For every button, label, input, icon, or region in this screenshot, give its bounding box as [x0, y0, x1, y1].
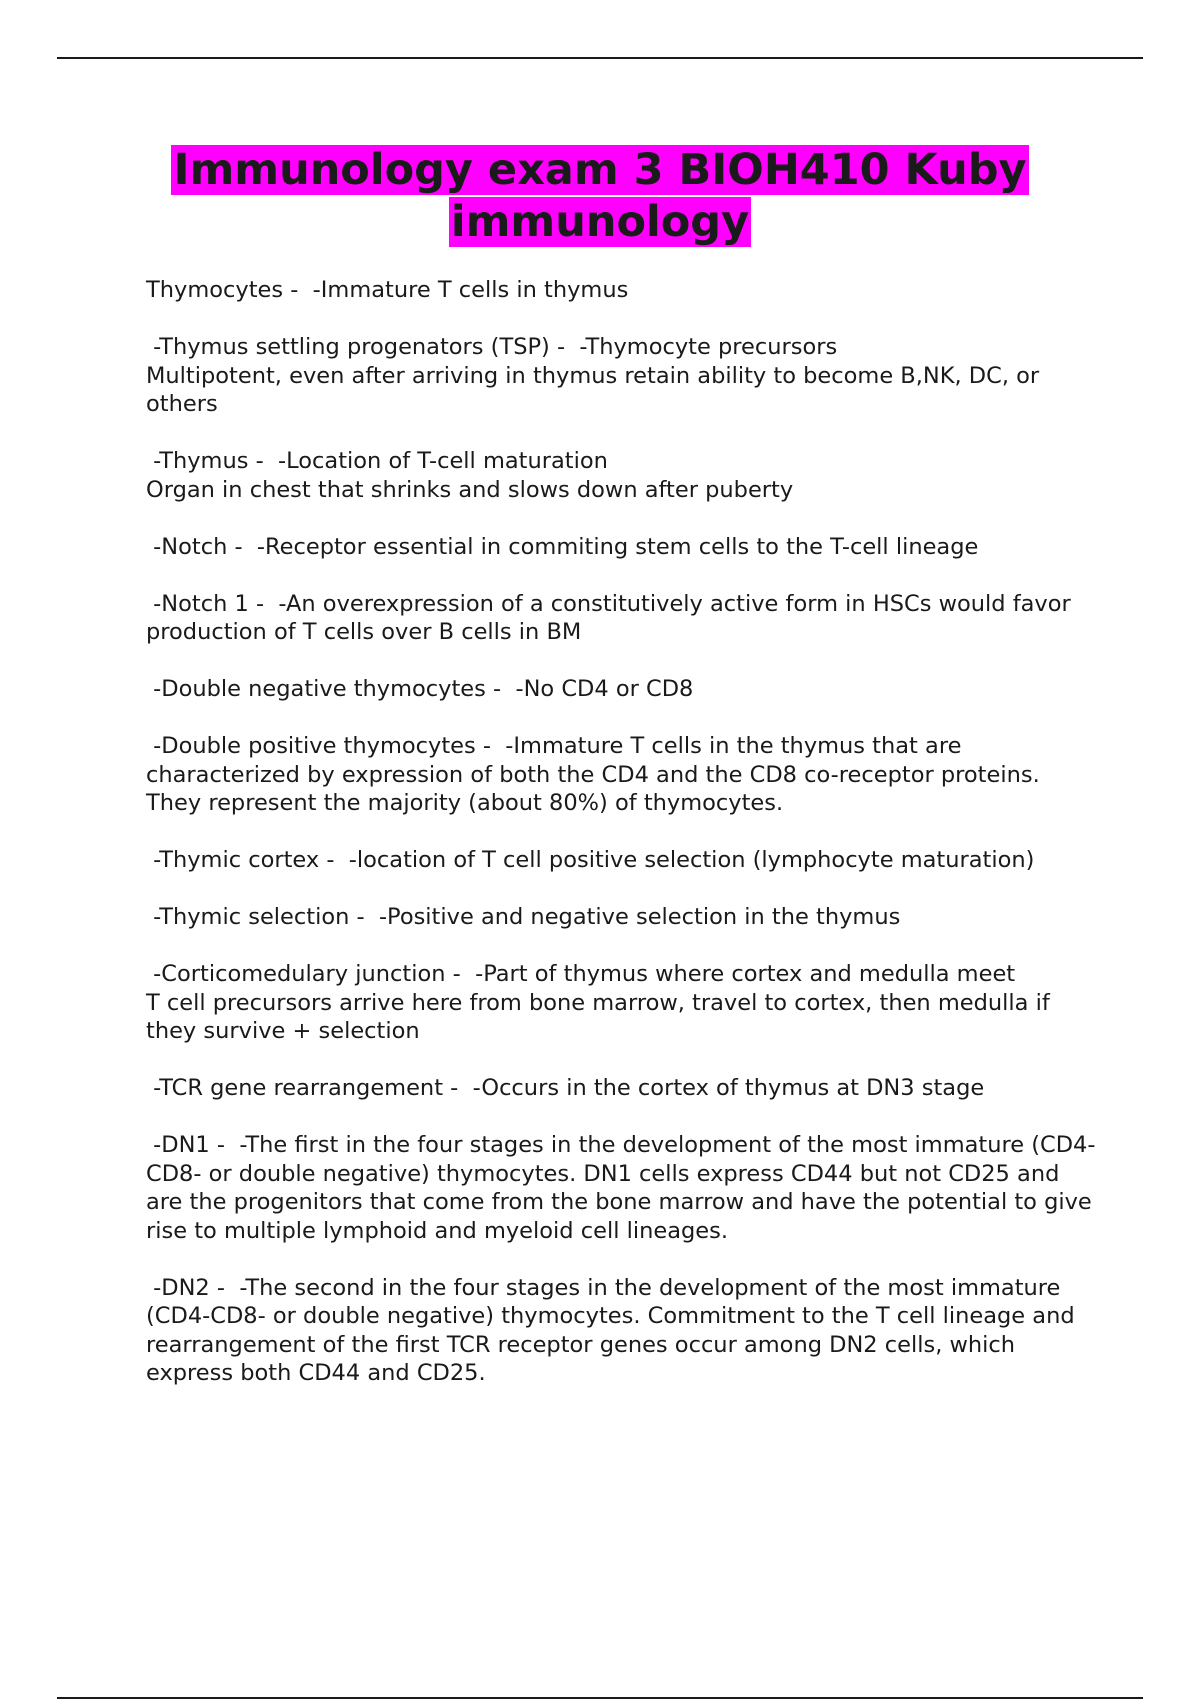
flashcard-entry: -Notch 1 - -An overexpression of a constitutively active form in HSCs would favor production of T cells over B cells in BM: [146, 590, 1078, 645]
entry-term: -DN2: [146, 1274, 210, 1301]
flashcard-entry: -DN2 - -The second in the four stages in the development of the most immature (CD4-CD8- or double negative) thymocytes. Commitment to the T cell lineage and rearrangement of the first TCR receptor genes occur among DN2 cells, which express both CD44 and CD25.: [146, 1274, 1082, 1386]
entry-term: -Thymus: [146, 448, 249, 474]
entry-term: -Thymic cortex: [146, 847, 320, 873]
flashcard-entry: -Thymic cortex - -location of T cell positive selection (lymphocyte maturation): [146, 847, 1035, 873]
flashcard-entry: -Notch - -Receptor essential in commiting stem cells to the T-cell lineage: [146, 533, 979, 560]
flashcard-entry: -DN1 - -The first in the four stages in the development of the most immature (CD4-CD8- or double negative) thymocytes. DN1 cells express CD44 but not CD25 and are the progenitors that come from the bone marrow and have the potential to give rise to multiple lymphoid and myeloid cell lineages.: [146, 1132, 1099, 1244]
entry-definition: -Positive and negative selection in the thymus: [378, 904, 901, 930]
entry-term: -DN1: [146, 1132, 210, 1158]
flashcard-entry: -Double negative thymocytes - -No CD4 or CD8: [146, 676, 694, 702]
entry-definition: -Location of T-cell maturation Organ in chest that shrinks and slows down after puberty: [146, 448, 794, 503]
entry-definition: -location of T cell positive selection (lymphocyte maturation): [348, 847, 1035, 873]
entry-definition: -Immature T cells in thymus: [312, 277, 629, 303]
entry-term: -Double negative thymocytes: [146, 676, 486, 702]
entry-term: -Notch: [146, 533, 228, 560]
entry-definition: -An overexpression of a constitutively active form in HSCs would favor production of T cells over B cells in BM: [146, 590, 1078, 645]
entry-definition: -Thymocyte precursors Multipotent, even after arriving in thymus retain ability to become B,NK, DC, or others: [146, 334, 1040, 417]
entry-definition: -The second in the four stages in the development of the most immature (CD4-CD8- or double negative) thymocytes. Commitment to the T cell lineage and rearrangement of the first TCR receptor genes occur among DN2 cells, which express both CD44 and CD25.: [146, 1274, 1082, 1386]
bottom-rule: [57, 1697, 1143, 1699]
top-rule: [57, 57, 1143, 59]
entry-definition: -The first in the four stages in the development of the most immature (CD4-CD8- or double negative) thymocytes. DN1 cells express CD44 but not CD25 and are the progenitors that come from the bone marrow and have the potential to give rise to multiple lymphoid and myeloid cell lineages.: [146, 1132, 1099, 1244]
entry-definition: -Part of thymus where cortex and medulla meet T cell precursors arrive here from bone marrow, travel to cortex, then medulla if they survive + selection: [146, 961, 1050, 1044]
flashcard-entry: -Thymus - -Location of T-cell maturation Organ in chest that shrinks and slows down after puberty: [146, 448, 794, 503]
entry-definition: -Receptor essential in commiting stem cells to the T-cell lineage: [256, 533, 979, 560]
title-highlight: Immunology exam 3 BIOH410 Kuby immunology: [173, 145, 1027, 247]
flashcard-entry: -Thymus settling progenators (TSP) - -Thymocyte precursors Multipotent, even after arriving in thymus retain ability to become B,NK, DC, or others: [146, 333, 1096, 419]
flashcard-entry: -Corticomedulary junction - -Part of thymus where cortex and medulla meet T cell precursors arrive here from bone marrow, travel to cortex, then medulla if they survive + selection: [146, 960, 1096, 1046]
entry-term: -TCR gene rearrangement: [146, 1075, 444, 1101]
flashcard-entry: -Thymic selection - -Positive and negative selection in the thymus: [146, 904, 901, 930]
document-title: [100, 144, 1100, 248]
entry-term: -Thymic selection: [146, 904, 350, 930]
flashcard-entry: Thymocytes - -Immature T cells in thymus: [146, 277, 629, 303]
entry-definition: -No CD4 or CD8: [515, 676, 694, 702]
entry-term: -Notch 1: [146, 590, 249, 617]
flashcard-entry: -Double positive thymocytes - -Immature T cells in the thymus that are characterized by expression of both the CD4 and the CD8 co-receptor proteins. They represent the majority (about 80%) of thymocytes.: [146, 733, 1047, 816]
entry-definition: -Immature T cells in the thymus that are characterized by expression of both the CD4 and the CD8 co-receptor proteins. They represent the majority (about 80%) of thymocytes.: [146, 733, 1047, 816]
entry-term: -Thymus settling progenators (TSP): [146, 334, 550, 360]
entry-definition: -Occurs in the cortex of thymus at DN3 stage: [472, 1075, 985, 1101]
entry-term: -Double positive thymocytes: [146, 733, 476, 759]
entry-term: -Corticomedulary junction: [146, 961, 446, 987]
flashcard-entry: -TCR gene rearrangement - -Occurs in the cortex of thymus at DN3 stage: [146, 1075, 985, 1101]
entry-term: Thymocytes: [146, 277, 284, 303]
flashcard-list: [146, 276, 1099, 1416]
